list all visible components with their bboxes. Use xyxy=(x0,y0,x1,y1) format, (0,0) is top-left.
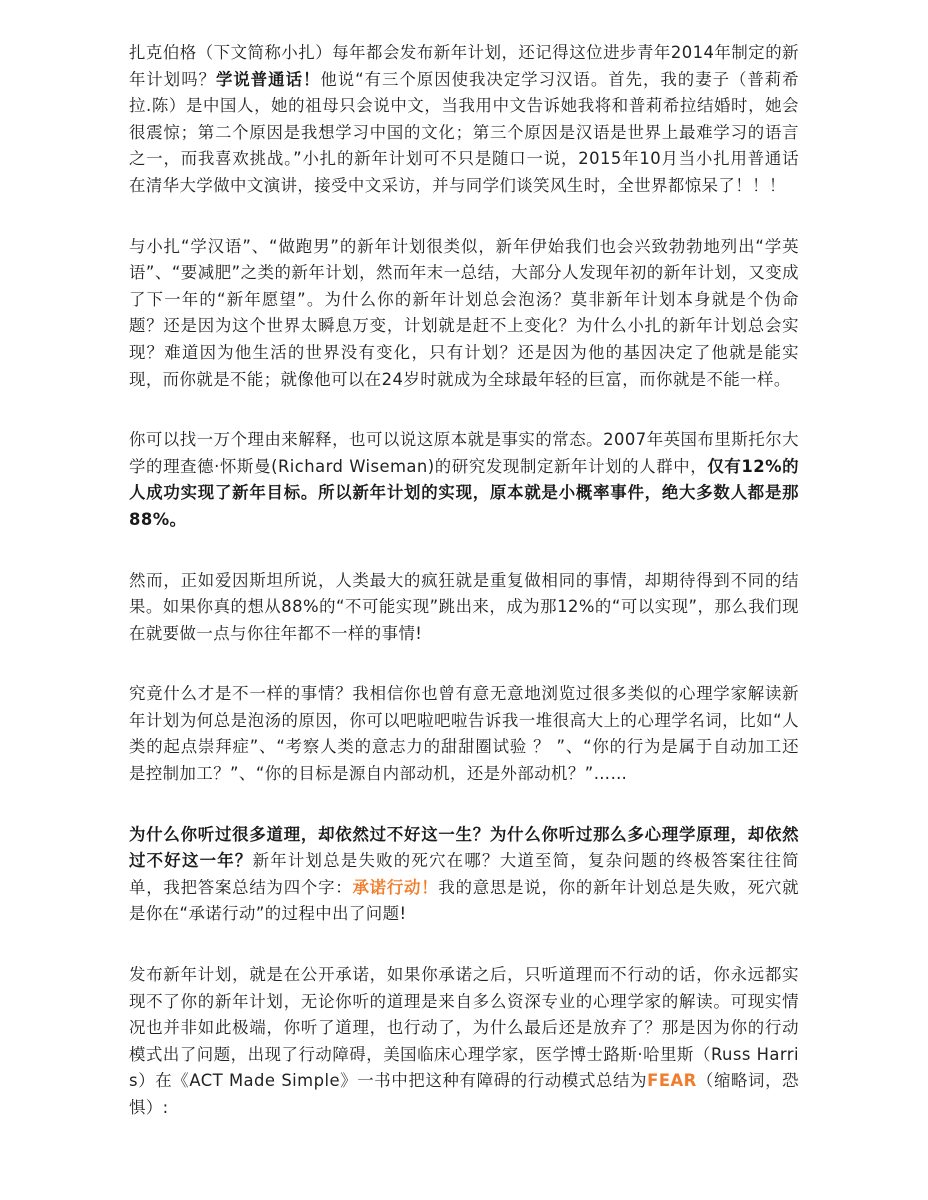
bold-text: 为什么你听过很多道理，却依然过不好这一生？为什么你听过那么多心理学原理，却依然过不好这一年？ xyxy=(129,824,799,871)
text-run: 与小扎“学汉语”、“做跑男”的新年计划很类似，新年伊始我们也会兴致勃勃地列出“学英语”、“要减肥”之类的新年计划，然而年末一总结，大部分人发现年初的新年计划，又变成了下一年的“新年愿望”。为什么你的新年计划总会泡汤？莫非新年计划本身就是个伪命题？还是因为这个世界太瞬息万变，计划就是赶不上变化？为什么小扎的新年计划总会实现？难道因为他生活的世界没有变化，只有计划？还是因为他的基因决定了他就是能实现，而你就是不能；就像他可以在24岁时就成为全球最年轻的巨富，而你就是不能一样。 xyxy=(129,236,799,389)
bold-text: 学说普通话！ xyxy=(215,69,321,89)
article-body xyxy=(129,40,799,1156)
paragraph xyxy=(129,568,799,648)
text-run: 他说“有三个原因使我决定学习汉语。首先，我的妻子（普莉希拉.陈）是中国人，她的祖母只会说中文，当我用中文告诉她我将和普莉希拉结婚时，她会很震惊；第二个原因是我想学习中国的文化；第三个原因是汉语是世界上最难学习的语言之一，而我喜欢挑战。”小扎的新年计划可不只是随口一说，2015年10月当小扎用普通话在清华大学做中文演讲，接受中文采访，并与同学们谈笑风生时，全世界都惊呆了！！！ xyxy=(129,69,800,195)
paragraph xyxy=(129,681,799,787)
text-run: 然而，正如爱因斯坦所说，人类最大的疯狂就是重复做相同的事情，却期待得到不同的结果。如果你真的想从88%的“不可能实现”跳出来，成为那12%的“可以实现”，那么我们现在就要做一点与你往年都不一样的事情! xyxy=(129,570,799,643)
highlight-text: 承诺行动！ xyxy=(352,877,439,897)
text-run: 究竟什么才是不一样的事情？我相信你也曾有意无意地浏览过很多类似的心理学家解读新年计划为何总是泡汤的原因，你可以吧啦吧啦告诉我一堆很高大上的心理学名词，比如“人类的起点崇拜症”、“考察人类的意志力的甜甜圈试验 ？ ”、“你的行为是属于自动加工还是控制加工？”、“你的目标是源自内部动机，还是外部动机？”…… xyxy=(129,684,799,784)
paragraph xyxy=(129,822,799,928)
text-run: 我的意思是说，你的新年计划总是失败，死穴就是你在“承诺行动”的过程中出了问题! xyxy=(129,877,800,924)
paragraph xyxy=(129,234,799,394)
text-run: 你可以找一万个理由来解释，也可以说这原本就是事实的常态。2007年英国布里斯托尔大学的理查德·怀斯曼(Richard Wiseman)的研究发现制定新年计划的人群中， xyxy=(129,430,799,476)
text-run: 扎克伯格（下文简称小扎）每年都会发布新年计划，还记得这位进步青年2014年制定的新年计划吗？ xyxy=(129,43,799,89)
paragraph xyxy=(129,427,799,533)
paragraph xyxy=(129,40,799,200)
bold-text: 仅有12%的人成功实现了新年目标。所以新年计划的实现，原本就是小概率事件，绝大多数人都是那 88%。 xyxy=(129,456,799,529)
highlight-text: FEAR xyxy=(647,1071,697,1091)
text-run: （缩略词，恐惧）: xyxy=(129,1071,799,1117)
text-run: 发布新年计划，就是在公开承诺，如果你承诺之后，只听道理而不行动的话，你永远都实现不了你的新年计划，无论你听的道理是来自多么资深专业的心理学家的解读。可现实情况也并非如此极端，你听了道理，也行动了，为什么最后还是放弃了？那是因为你的行动模式出了问题，出现了行动障碍，美国临床心理学家，医学博士路斯·哈里斯（Russ Harris）在《ACT Made Simple》一书中把这种有障碍的行动模式总结为 xyxy=(129,965,799,1091)
paragraph xyxy=(129,962,799,1122)
text-run: 新年计划总是失败的死穴在哪？大道至简，复杂问题的终极答案往往简单，我把答案总结为四个字： xyxy=(129,851,799,897)
